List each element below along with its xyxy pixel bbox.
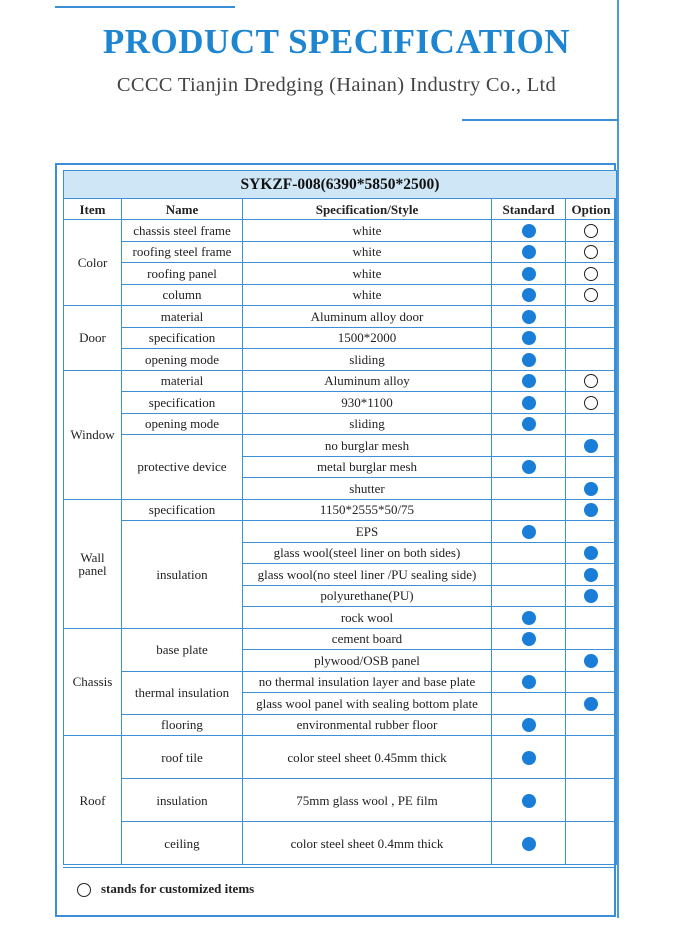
filled-circle-icon <box>584 654 598 668</box>
spec-cell: 930*1100 <box>243 392 492 414</box>
column-header: Name <box>122 199 243 220</box>
spec-cell: EPS <box>243 521 492 543</box>
option-cell <box>566 263 617 285</box>
filled-circle-icon <box>522 718 536 732</box>
standard-cell <box>492 607 566 629</box>
open-circle-icon <box>584 267 598 281</box>
standard-cell <box>492 327 566 349</box>
spec-cell: glass wool panel with sealing bottom plate <box>243 693 492 715</box>
name-cell: thermal insulation <box>122 671 243 714</box>
name-cell: material <box>122 370 243 392</box>
top-accent-line <box>55 6 235 8</box>
standard-cell <box>492 521 566 543</box>
filled-circle-icon <box>522 267 536 281</box>
option-cell <box>566 736 617 779</box>
option-cell <box>566 542 617 564</box>
spec-cell: no burglar mesh <box>243 435 492 457</box>
filled-circle-icon <box>522 525 536 539</box>
option-cell <box>566 671 617 693</box>
option-cell <box>566 284 617 306</box>
name-cell: roof tile <box>122 736 243 779</box>
option-cell <box>566 779 617 822</box>
option-cell <box>566 241 617 263</box>
table-row <box>64 671 617 693</box>
item-cell: Chassis <box>64 628 122 736</box>
filled-circle-icon <box>522 632 536 646</box>
spec-table <box>63 170 617 865</box>
company-name: CCCC Tianjin Dredging (Hainan) Industry Co., Ltd <box>116 74 557 96</box>
model-title: SYKZF-008(6390*5850*2500) <box>64 171 617 199</box>
standard-cell <box>492 220 566 242</box>
filled-circle-icon <box>584 503 598 517</box>
option-cell <box>566 306 617 328</box>
standard-cell <box>492 478 566 500</box>
name-cell: specification <box>122 392 243 414</box>
open-circle-icon <box>584 374 598 388</box>
table-row <box>64 779 617 822</box>
filled-circle-icon <box>522 331 536 345</box>
name-cell: opening mode <box>122 413 243 435</box>
filled-circle-icon <box>522 310 536 324</box>
right-accent-line <box>617 0 619 918</box>
open-circle-icon <box>584 396 598 410</box>
option-cell <box>566 499 617 521</box>
table-row <box>64 306 617 328</box>
option-cell <box>566 585 617 607</box>
table-row <box>64 413 617 435</box>
standard-cell <box>492 779 566 822</box>
column-header: Standard <box>492 199 566 220</box>
spec-cell: rock wool <box>243 607 492 629</box>
spec-cell: sliding <box>243 349 492 371</box>
spec-cell: white <box>243 220 492 242</box>
standard-cell <box>492 370 566 392</box>
column-header: Specification/Style <box>243 199 492 220</box>
name-cell: roofing panel <box>122 263 243 285</box>
standard-cell <box>492 671 566 693</box>
table-row <box>64 370 617 392</box>
spec-cell: 1150*2555*50/75 <box>243 499 492 521</box>
table-row <box>64 220 617 242</box>
filled-circle-icon <box>522 288 536 302</box>
column-header: Option <box>566 199 617 220</box>
standard-cell <box>492 413 566 435</box>
standard-cell <box>492 585 566 607</box>
option-cell <box>566 822 617 865</box>
filled-circle-icon <box>522 396 536 410</box>
name-cell: ceiling <box>122 822 243 865</box>
spec-cell: metal burglar mesh <box>243 456 492 478</box>
spec-cell: 75mm glass wool , PE film <box>243 779 492 822</box>
item-cell: Window <box>64 370 122 499</box>
filled-circle-icon <box>522 460 536 474</box>
standard-cell <box>492 392 566 414</box>
filled-circle-icon <box>584 697 598 711</box>
table-row <box>64 822 617 865</box>
standard-cell <box>492 736 566 779</box>
standard-cell <box>492 349 566 371</box>
filled-circle-icon <box>584 439 598 453</box>
table-row <box>64 714 617 736</box>
standard-cell <box>492 650 566 672</box>
standard-cell <box>492 499 566 521</box>
standard-cell <box>492 822 566 865</box>
page-title: PRODUCT SPECIFICATION <box>102 22 571 61</box>
option-cell <box>566 370 617 392</box>
table-row <box>64 499 617 521</box>
spec-cell: white <box>243 284 492 306</box>
name-cell: base plate <box>122 628 243 671</box>
spec-cell: glass wool(no steel liner /PU sealing side) <box>243 564 492 586</box>
spec-cell: glass wool(steel liner on both sides) <box>243 542 492 564</box>
option-cell <box>566 478 617 500</box>
option-cell <box>566 349 617 371</box>
name-cell: column <box>122 284 243 306</box>
filled-circle-icon <box>522 374 536 388</box>
filled-circle-icon <box>522 837 536 851</box>
open-circle-icon <box>77 883 91 897</box>
spec-cell: polyurethane(PU) <box>243 585 492 607</box>
spec-table-frame <box>55 163 616 917</box>
name-cell: insulation <box>122 521 243 629</box>
column-header: Item <box>64 199 122 220</box>
option-cell <box>566 628 617 650</box>
legend-divider <box>63 867 616 868</box>
option-cell <box>566 327 617 349</box>
spec-cell: Aluminum alloy <box>243 370 492 392</box>
legend <box>77 881 254 897</box>
spec-cell: white <box>243 263 492 285</box>
table-row <box>64 284 617 306</box>
legend-text: stands for customized items <box>101 881 255 896</box>
filled-circle-icon <box>522 417 536 431</box>
filled-circle-icon <box>522 611 536 625</box>
table-row <box>64 435 617 457</box>
item-cell: Color <box>64 220 122 306</box>
table-row <box>64 736 617 779</box>
filled-circle-icon <box>522 245 536 259</box>
filled-circle-icon <box>584 546 598 560</box>
filled-circle-icon <box>522 794 536 808</box>
standard-cell <box>492 284 566 306</box>
option-cell <box>566 392 617 414</box>
name-cell: opening mode <box>122 349 243 371</box>
filled-circle-icon <box>584 568 598 582</box>
name-cell: insulation <box>122 779 243 822</box>
spec-cell: 1500*2000 <box>243 327 492 349</box>
name-cell: specification <box>122 327 243 349</box>
item-cell: Door <box>64 306 122 371</box>
spec-cell: cement board <box>243 628 492 650</box>
name-cell: roofing steel frame <box>122 241 243 263</box>
name-cell: protective device <box>122 435 243 500</box>
name-cell: flooring <box>122 714 243 736</box>
table-row <box>64 241 617 263</box>
standard-cell <box>492 714 566 736</box>
option-cell <box>566 456 617 478</box>
option-cell <box>566 693 617 715</box>
spec-cell: color steel sheet 0.45mm thick <box>243 736 492 779</box>
option-cell <box>566 564 617 586</box>
standard-cell <box>492 263 566 285</box>
standard-cell <box>492 564 566 586</box>
option-cell <box>566 413 617 435</box>
spec-cell: environmental rubber floor <box>243 714 492 736</box>
spec-cell: sliding <box>243 413 492 435</box>
filled-circle-icon <box>522 751 536 765</box>
name-cell: material <box>122 306 243 328</box>
table-row <box>64 263 617 285</box>
spec-cell: Aluminum alloy door <box>243 306 492 328</box>
open-circle-icon <box>584 245 598 259</box>
filled-circle-icon <box>522 353 536 367</box>
standard-cell <box>492 542 566 564</box>
item-cell: Roof <box>64 736 122 865</box>
standard-cell <box>492 435 566 457</box>
spec-cell: no thermal insulation layer and base plate <box>243 671 492 693</box>
standard-cell <box>492 693 566 715</box>
table-row <box>64 521 617 543</box>
spec-cell: color steel sheet 0.4mm thick <box>243 822 492 865</box>
open-circle-icon <box>584 288 598 302</box>
spec-cell: white <box>243 241 492 263</box>
open-circle-icon <box>584 224 598 238</box>
standard-cell <box>492 241 566 263</box>
option-cell <box>566 521 617 543</box>
option-cell <box>566 435 617 457</box>
table-row <box>64 327 617 349</box>
option-cell <box>566 714 617 736</box>
header-underline <box>462 119 619 121</box>
table-row <box>64 628 617 650</box>
option-cell <box>566 607 617 629</box>
option-cell <box>566 650 617 672</box>
filled-circle-icon <box>584 482 598 496</box>
name-cell: chassis steel frame <box>122 220 243 242</box>
item-cell: Wall panel <box>64 499 122 628</box>
standard-cell <box>492 628 566 650</box>
standard-cell <box>492 456 566 478</box>
filled-circle-icon <box>522 224 536 238</box>
filled-circle-icon <box>584 589 598 603</box>
spec-cell: plywood/OSB panel <box>243 650 492 672</box>
name-cell: specification <box>122 499 243 521</box>
filled-circle-icon <box>522 675 536 689</box>
spec-cell: shutter <box>243 478 492 500</box>
table-row <box>64 349 617 371</box>
standard-cell <box>492 306 566 328</box>
option-cell <box>566 220 617 242</box>
table-row <box>64 392 617 414</box>
